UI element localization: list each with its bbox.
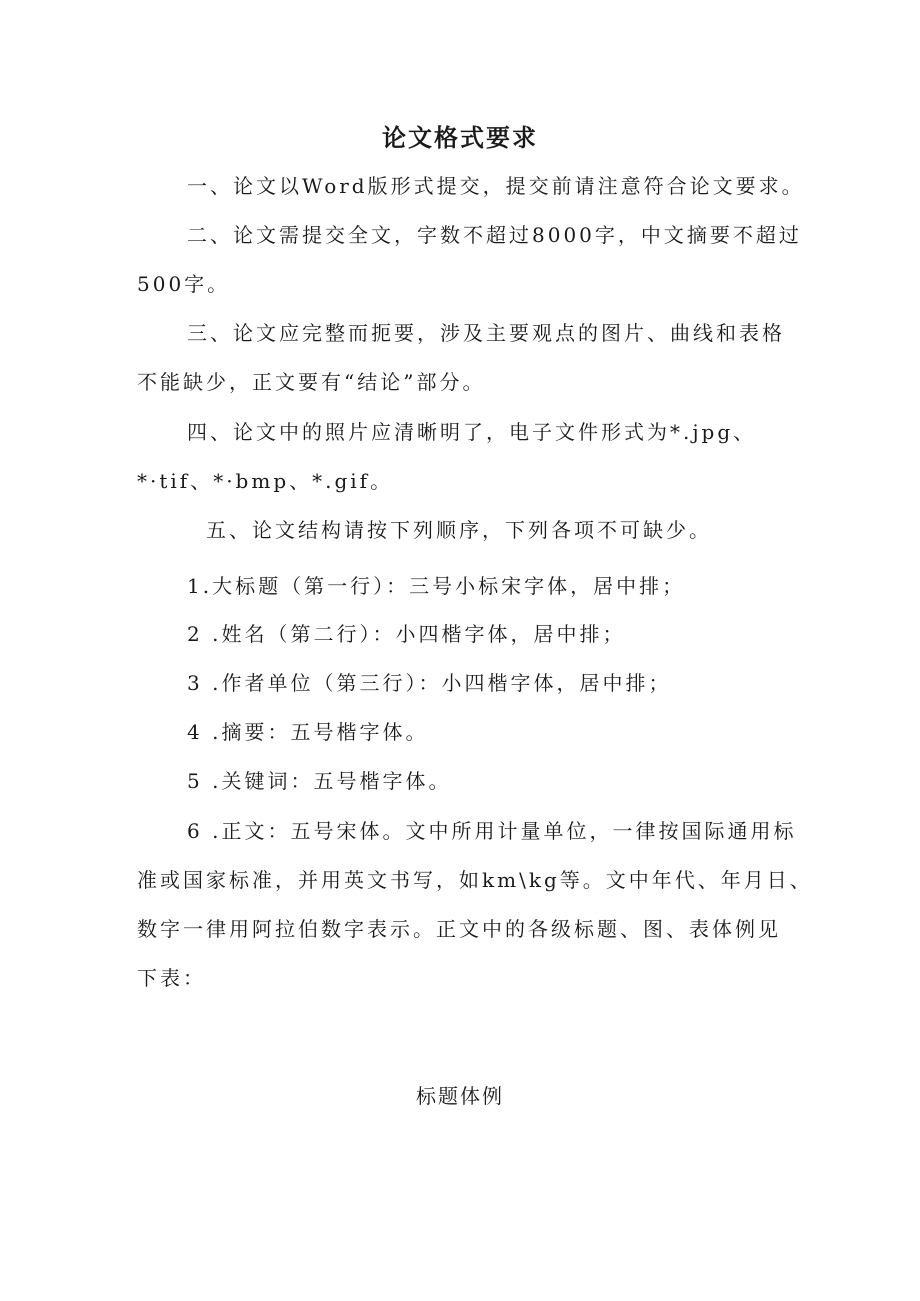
list-item: 2 .姓名（第二行）：小四楷字体，居中排； bbox=[187, 622, 626, 646]
section-heading: 标题体例 bbox=[416, 1084, 504, 1108]
paragraph-line: 五、论文结构请按下列顺序，下列各项不可缺少。 bbox=[206, 518, 712, 542]
list-item: 1.大标题（第一行）：三号小标宋字体，居中排； bbox=[187, 574, 686, 598]
list-item: 3 .作者单位（第三行）：小四楷字体，居中排； bbox=[187, 671, 672, 695]
paragraph-line: 数字一律用阿拉伯数字表示。正文中的各级标题、图、表体例见 bbox=[137, 917, 781, 941]
list-item: 6 .正文：五号宋体。文中所用计量单位，一律按国际通用标 bbox=[187, 819, 797, 843]
paragraph-line: *·tif、*·bmp、*.gif。 bbox=[137, 469, 394, 493]
paragraph-line: 一、论文以Word版形式提交，提交前请注意符合论文要求。 bbox=[187, 174, 805, 198]
paragraph-line: 不能缺少，正文要有“结论”部分。 bbox=[137, 370, 486, 394]
paragraph-line: 500字。 bbox=[137, 272, 231, 296]
document-title: 论文格式要求 bbox=[382, 124, 538, 152]
paragraph-line: 三、论文应完整而扼要，涉及主要观点的图片、曲线和表格 bbox=[187, 321, 785, 345]
paragraph-line: 准或国家标准，并用英文书写，如km\kg等。文中年代、年月日、 bbox=[137, 868, 813, 892]
paragraph-line: 二、论文需提交全文，字数不超过8000字，中文摘要不超过 bbox=[187, 223, 802, 247]
list-item: 5 .关键词：五号楷字体。 bbox=[187, 769, 452, 793]
list-item: 4 .摘要：五号楷字体。 bbox=[187, 720, 429, 744]
paragraph-line: 四、论文中的照片应清晰明了，电子文件形式为*.jpg、 bbox=[187, 420, 757, 444]
paragraph-line: 下表： bbox=[137, 966, 206, 990]
